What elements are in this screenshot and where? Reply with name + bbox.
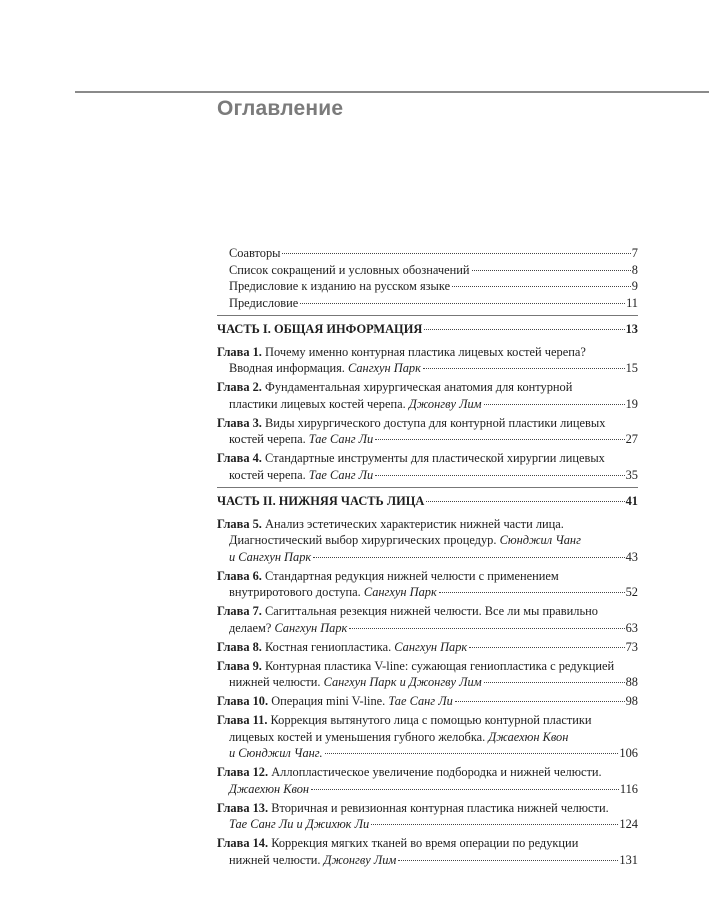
toc-line-text	[229, 295, 298, 312]
chapter-title-line	[217, 729, 638, 746]
toc-line-text	[229, 360, 421, 377]
chapter-label: Глава 2.	[217, 380, 262, 394]
toc-line	[217, 639, 638, 656]
chapter-title: внутриротового доступа.	[229, 585, 364, 599]
toc-line-text	[229, 549, 311, 566]
chapter-title: пластики лицевых костей черепа.	[229, 396, 409, 411]
toc-line-text	[229, 245, 280, 262]
dot-leader	[484, 404, 625, 405]
toc-line	[217, 467, 638, 484]
toc-line-text	[229, 278, 450, 295]
page-number: 19	[625, 396, 638, 411]
chapter-title-line	[217, 415, 638, 432]
toc-line	[217, 278, 638, 295]
page-number: 41	[625, 494, 638, 508]
chapter-title: костей черепа.	[229, 432, 309, 446]
chapter-title-line	[217, 658, 638, 675]
dot-leader	[371, 824, 618, 825]
chapter-title: нижней челюсти.	[229, 852, 324, 867]
toc-line	[217, 852, 638, 869]
page-number: 27	[625, 432, 638, 446]
page-number: 116	[619, 781, 638, 796]
chapter-entry[interactable]	[217, 639, 638, 656]
front-title: Предисловие	[229, 295, 299, 310]
dot-leader	[424, 329, 624, 330]
toc-line	[217, 360, 638, 377]
dot-leader	[282, 253, 630, 254]
chapter-entry[interactable]	[217, 379, 638, 412]
toc-line	[217, 781, 638, 798]
toc-line-text	[229, 620, 347, 637]
toc-line	[217, 584, 638, 601]
chapter-title-line	[217, 532, 638, 549]
toc-line	[217, 816, 638, 833]
toc-line-text	[229, 396, 482, 413]
chapter-label: Глава 13.	[217, 800, 269, 815]
chapter-title: Стандартные инструменты для пластической хирургии лицевых	[265, 451, 605, 465]
page-number: 124	[619, 817, 638, 831]
chapter-entry[interactable]	[217, 658, 638, 691]
toc-line	[217, 321, 638, 338]
dot-leader	[300, 303, 625, 304]
page-number: 43	[625, 549, 638, 564]
chapter-title: Анализ эстетических характеристик нижней части лица.	[265, 516, 564, 531]
toc-line-text	[217, 639, 467, 656]
page-number: 7	[631, 246, 638, 260]
chapter-title-line	[217, 450, 638, 467]
toc-line-text	[217, 693, 453, 710]
dot-leader	[325, 753, 619, 754]
front-matter	[217, 245, 638, 311]
dot-leader	[426, 501, 624, 502]
chapter-title: Фундаментальная хирургическая анатомия для контурной	[265, 380, 573, 394]
page-number: 63	[625, 620, 638, 635]
chapter-author: Джаехюн Квон	[229, 781, 310, 796]
toc-line	[217, 295, 638, 312]
chapter-title: Контурная пластика V-line: сужающая гениопластика с редукцией	[265, 658, 615, 673]
page-number: 52	[625, 585, 638, 599]
toc-line	[217, 431, 638, 448]
chapter-title: Аллопластическое увеличение подбородка и нижней челюсти.	[271, 765, 602, 779]
page-number: 35	[625, 467, 638, 482]
chapter-entry[interactable]	[217, 764, 638, 797]
page-number: 73	[625, 639, 638, 654]
chapter-entry[interactable]	[217, 516, 638, 566]
chapter-title: Стандартная редукция нижней челюсти с применением	[265, 568, 559, 583]
chapter-entry[interactable]	[217, 568, 638, 601]
dot-leader	[398, 860, 618, 861]
chapter-author: Сангхун Парк	[394, 639, 468, 654]
chapter-author: и Сюнджил Чанг.	[229, 746, 323, 760]
chapter-title: Операция mini V-line.	[271, 694, 389, 708]
toc-line-text	[229, 816, 369, 833]
chapter-title: Вторичная и ревизионная контурная пластика нижней челюсти.	[271, 800, 609, 815]
chapter-title: Виды хирургического доступа для контурной пластики лицевых	[265, 415, 606, 430]
chapter-author: Сангхун Парк	[348, 361, 421, 375]
toc-line-text	[229, 431, 373, 448]
front-title: Соавторы	[229, 246, 281, 260]
toc-line-text	[229, 745, 323, 762]
toc-line	[217, 674, 638, 691]
front-title: Предисловие к изданию на русском языке	[229, 279, 451, 293]
chapter-entry[interactable]	[217, 835, 638, 868]
chapter-title-line	[217, 568, 638, 585]
dot-leader	[375, 439, 624, 440]
chapter-label: Глава 7.	[217, 604, 262, 618]
chapter-label: Глава 12.	[217, 765, 269, 779]
chapter-title-line	[217, 603, 638, 620]
chapter-title: Костная гениопластика.	[265, 639, 395, 654]
chapter-label: Глава 5.	[217, 516, 262, 531]
dot-leader	[484, 682, 625, 683]
toc-line	[217, 620, 638, 637]
page-number: 11	[626, 295, 638, 310]
part-title: ЧАСТЬ I. ОБЩАЯ ИНФОРМАЦИЯ	[217, 322, 423, 336]
chapter-title: лицевых костей и уменьшения губного желобка. Джаехюн Квон	[229, 729, 569, 744]
chapter-label: Глава 14.	[217, 836, 269, 850]
page-number: 98	[625, 694, 638, 708]
chapter-author: Сангхун Парк	[274, 620, 348, 635]
toc-line	[217, 493, 638, 510]
chapter-title-line	[217, 800, 638, 817]
toc-line-text	[229, 467, 373, 484]
section-rule	[217, 487, 638, 488]
chapter-title: нижней челюсти.	[229, 675, 324, 689]
chapter-label: Глава 3.	[217, 415, 262, 430]
chapter-label: Глава 9.	[217, 658, 262, 673]
chapter-title-line	[217, 712, 638, 729]
dot-leader	[375, 475, 624, 476]
chapter-author: Сангхун Парк	[363, 585, 437, 599]
chapter-entry[interactable]	[217, 603, 638, 636]
page-number: 9	[631, 279, 638, 293]
chapter-label: Глава 11.	[217, 713, 268, 727]
dot-leader	[452, 286, 631, 287]
chapter-entry[interactable]	[217, 800, 638, 833]
part-title: ЧАСТЬ II. НИЖНЯЯ ЧАСТЬ ЛИЦА	[217, 494, 425, 508]
page-number: 131	[619, 852, 638, 867]
section-rule	[217, 315, 638, 316]
chapter-title: делаем?	[229, 620, 275, 635]
toc-line-text	[217, 321, 422, 338]
chapter-title: Сагиттальная резекция нижней челюсти. Все ли мы правильно	[265, 604, 598, 618]
chapter-title-line	[217, 764, 638, 781]
toc-line-text	[229, 262, 470, 279]
chapter-author: Сангхун Парк и Джонгву Лим	[323, 675, 482, 689]
dot-leader	[472, 270, 631, 271]
toc-line	[217, 396, 638, 413]
chapter-entry[interactable]	[217, 344, 638, 377]
toc-line-text	[229, 781, 309, 798]
chapter-author: Джонгву Лим	[408, 396, 482, 411]
toc-line	[217, 245, 638, 262]
chapter-title-line	[217, 516, 638, 533]
chapter-label: Глава 10.	[217, 694, 269, 708]
page-number: 13	[625, 322, 638, 336]
dot-leader	[423, 368, 625, 369]
page-number: 8	[631, 262, 638, 277]
chapter-entry[interactable]	[217, 450, 638, 483]
toc-line-text	[229, 584, 437, 601]
top-rule	[75, 91, 709, 93]
dot-leader	[455, 701, 625, 702]
chapter-label: Глава 1.	[217, 344, 262, 359]
toc-line-text	[229, 674, 482, 691]
chapter-author: Тае Санг Ли и Джихюк Ли	[229, 817, 370, 831]
chapter-author: Тае Санг Ли	[388, 694, 453, 708]
chapter-entry[interactable]	[217, 415, 638, 448]
dot-leader	[469, 647, 624, 648]
chapter-label: Глава 6.	[217, 568, 262, 583]
dot-leader	[439, 592, 625, 593]
toc-line	[217, 549, 638, 566]
dot-leader	[313, 557, 624, 558]
page-number: 88	[625, 675, 638, 689]
chapter-title: Коррекция мягких тканей во время операции по редукции	[271, 836, 579, 850]
toc-line	[217, 262, 638, 279]
chapter-entry[interactable]	[217, 712, 638, 762]
page-number: 106	[619, 746, 638, 760]
chapter-title: костей черепа.	[229, 467, 309, 482]
chapter-title: Диагностический выбор хирургических процедур. Сюнджил Чанг	[229, 533, 581, 547]
page-number: 15	[625, 361, 638, 375]
chapter-title-line	[217, 344, 638, 361]
chapter-title: Почему именно контурная пластика лицевых костей черепа?	[265, 344, 586, 359]
chapter-author: Джонгву Лим	[323, 852, 397, 867]
chapter-author: Тае Санг Ли	[308, 467, 374, 482]
chapter-title-line	[217, 379, 638, 396]
front-title: Список сокращений и условных обозначений	[229, 262, 470, 277]
chapter-author: и Сангхун Парк	[229, 549, 312, 564]
dot-leader	[349, 628, 624, 629]
table-of-contents	[217, 245, 638, 871]
chapter-title-line	[217, 835, 638, 852]
dot-leader	[311, 789, 619, 790]
toc-line-text	[217, 493, 424, 510]
chapter-author: Тае Санг Ли	[308, 432, 374, 446]
toc-line	[217, 693, 638, 710]
chapter-label: Глава 8.	[217, 639, 262, 654]
toc-line	[217, 745, 638, 762]
toc-line-text	[229, 852, 396, 869]
chapter-title: Вводная информация.	[229, 361, 349, 375]
page-title: Оглавление	[217, 97, 344, 120]
chapter-title: Коррекция вытянутого лица с помощью контурной пластики	[270, 713, 592, 727]
chapter-label: Глава 4.	[217, 451, 262, 465]
chapter-entry[interactable]	[217, 693, 638, 710]
